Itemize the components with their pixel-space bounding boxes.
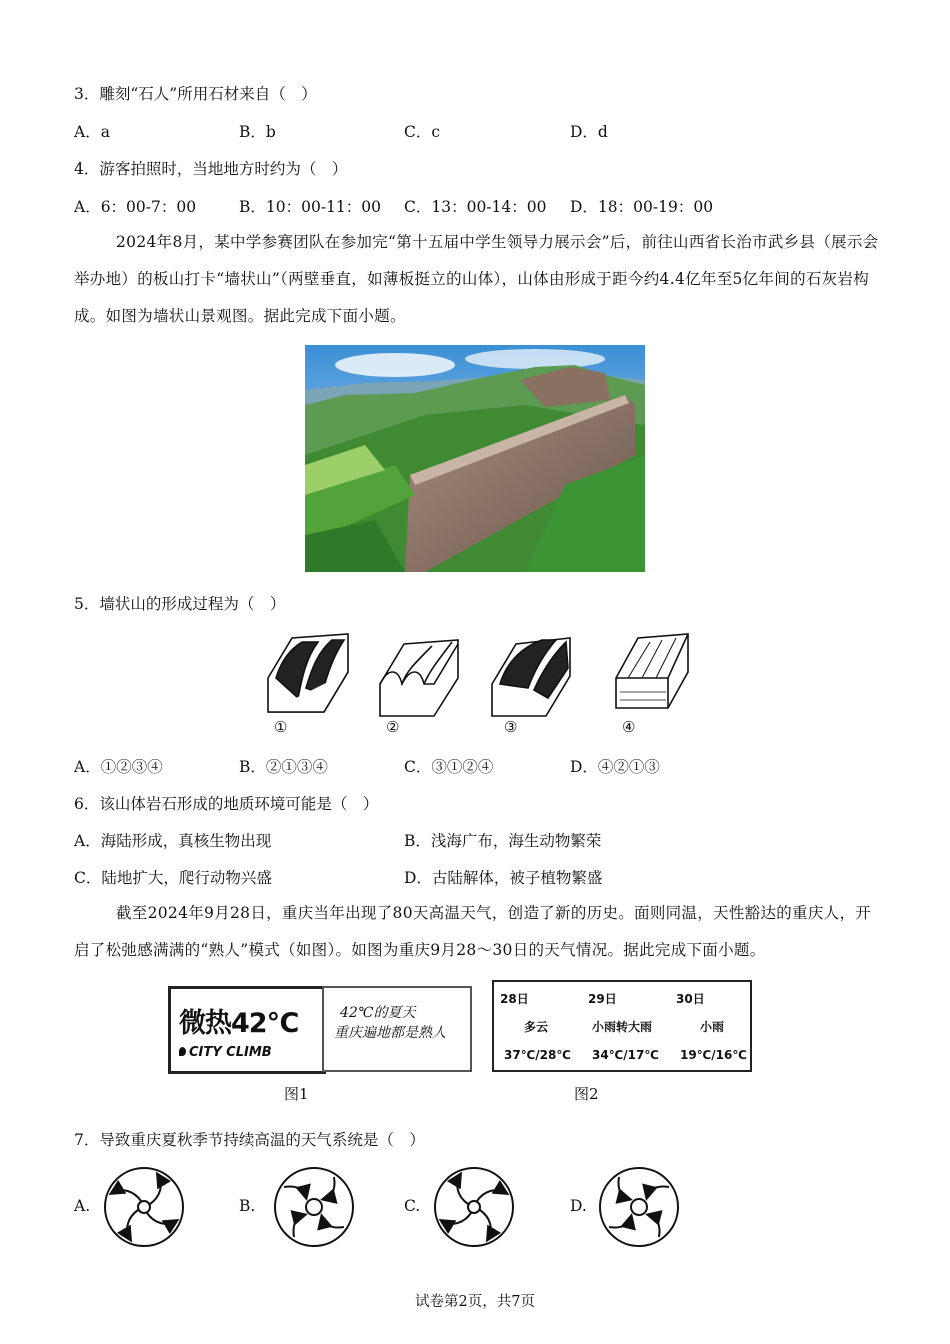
q6-option-a: A．海陆形成，真核生物出现 <box>74 832 272 850</box>
page-footer: 试卷第2页，共7页 <box>415 1294 535 1310</box>
fig2-day-30: 30日 <box>676 992 705 1006</box>
q4-option-c: C．13：00-14：00 <box>404 198 547 216</box>
q6-stem: 6．该山体岩石形成的地质环境可能是（ ） <box>74 795 379 813</box>
fig2-temp-30: 19℃/16℃ <box>680 1048 747 1062</box>
fig1-caption: 图1 <box>284 1085 309 1103</box>
fig2-weather-29: 小雨转大雨 <box>592 1020 653 1034</box>
system-b-diagram <box>275 1168 353 1246</box>
fig2-temp-29: 34℃/17℃ <box>592 1048 659 1062</box>
q6-option-b: B．浅海广布，海生动物繁荣 <box>404 832 602 850</box>
q4-option-d: D．18：00-19：00 <box>570 198 714 216</box>
diagram-label-4: ④ <box>622 718 636 736</box>
passage-chongqing-heat: 截至2024年9月28日，重庆当年出现了80天高温天气，创造了新的历史。面则同温，天性豁达的重庆人，开启了松弛感满满的“熟人”模式（如图）。如图为重庆9月28～30日的天气情况。据此完成下面小题。 <box>74 904 872 959</box>
diagram-label-1: ① <box>274 718 288 736</box>
fig2-day-29: 29日 <box>588 992 617 1006</box>
q6-option-d: D．古陆解体，被子植物繁盛 <box>404 869 603 887</box>
system-d-diagram <box>600 1168 678 1246</box>
fig1-sign-sub: CITY CLIMB <box>189 1045 272 1060</box>
q7-option-b: B. <box>239 1197 256 1215</box>
q3-option-a: A．a <box>74 123 110 141</box>
q4-option-b: B．10：00-11：00 <box>239 198 382 216</box>
q5-option-c: C．③①②④ <box>404 758 494 776</box>
fig1-note-line1: 42℃的夏天 <box>340 1005 416 1021</box>
q4-option-a: A．6：00-7：00 <box>74 198 197 216</box>
q7-option-d: D. <box>570 1197 587 1215</box>
system-a-diagram <box>105 1168 183 1246</box>
q7-option-c: C. <box>404 1197 421 1215</box>
fig2-day-28: 28日 <box>500 992 529 1006</box>
fig1-sign-main: 微热42℃ <box>179 1008 299 1039</box>
q7-option-a: A. <box>74 1197 91 1215</box>
q5-option-b: B．②①③④ <box>239 758 328 776</box>
fig2-caption: 图2 <box>574 1085 599 1103</box>
system-c-diagram <box>435 1168 513 1246</box>
fig2-temp-28: 37℃/28℃ <box>504 1048 571 1062</box>
q5-option-d: D．④②①③ <box>570 758 660 776</box>
q3-option-c: C．c <box>404 123 441 141</box>
q4-stem: 4．游客拍照时，当地地方时约为（ ） <box>74 160 348 178</box>
q5-option-a: A．①②③④ <box>74 758 163 776</box>
q5-stem: 5．墙状山的形成过程为（ ） <box>74 595 286 613</box>
fig2-weather-28: 多云 <box>524 1020 549 1034</box>
fig1-note-line2: 重庆遍地都是熟人 <box>334 1025 446 1041</box>
q7-stem: 7．导致重庆夏秋季节持续高温的天气系统是（ ） <box>74 1131 425 1149</box>
q3-option-b: B．b <box>239 123 276 141</box>
passage-wall-mountain: 2024年8月，某中学参赛团队在参加完“第十五届中学生领导力展示会”后，前往山西省长治市武乡县（展示会举办地）的板山打卡“墙状山”（两壁垂直，如薄板挺立的山体），山体由形成于距今约4.4亿年至5亿年间的石灰岩构成。如图为墙状山景观图。据此完成下面小题。 <box>74 233 879 325</box>
fig2-weather-30: 小雨 <box>700 1020 725 1034</box>
q6-option-c: C．陆地扩大，爬行动物兴盛 <box>74 869 272 887</box>
diagram-label-2: ② <box>386 718 400 736</box>
q3-option-d: D．d <box>570 123 608 141</box>
diagram-label-3: ③ <box>504 718 518 736</box>
q3-stem: 3．雕刻“石人”所用石材来自（ ） <box>74 85 317 103</box>
